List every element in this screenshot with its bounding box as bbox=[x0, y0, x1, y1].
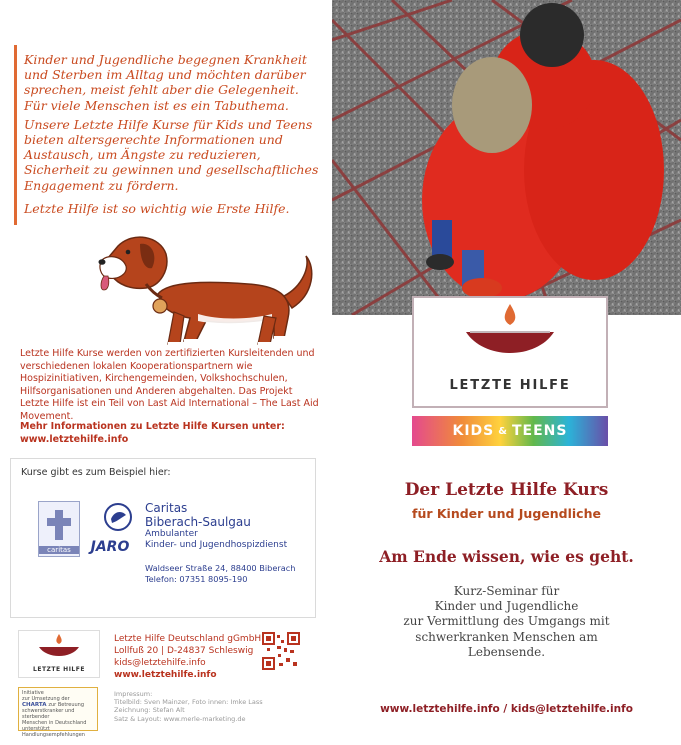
intro-paragraph-2: Unsere Letzte Hilfe Kurse für Kids und Teens bieten altersgerechte Informationen und Austausch, um Ängste zu reduzieren, Sicherheit zu gewinnen und gesellschaftliches Engagement zu fördern. bbox=[24, 116, 319, 193]
partner-street: Waldseer Straße 24, 88400 Biberach bbox=[145, 563, 296, 573]
jaro-label: JARO bbox=[90, 539, 130, 555]
contact-line[interactable]: www.letztehilfe.info / kids@letztehilfe.info bbox=[380, 703, 633, 715]
dog-tongue bbox=[101, 276, 109, 290]
left-panel bbox=[0, 0, 333, 745]
footer-org-web[interactable]: www.letztehilfe.info bbox=[114, 670, 217, 680]
brand-logo-word: LETZTE HILFE bbox=[449, 378, 571, 393]
kurs-paragraph: Letzte Hilfe Kurse werden von zertifizierten Kursleitenden und verschiedenen lokalen Kooperationspartnern wie Hospizinitiativen, Kirchengemeinden, Volkshochschulen, Hilfsorganisationen und Anderen abgehalten. Das Projekt Letzte Hilfe ist ein Teil von Last Aid International – The Last Aid Movement. bbox=[20, 348, 319, 422]
jaro-bird-icon bbox=[84, 501, 136, 535]
description-line-2: Kinder und Jugendliche bbox=[434, 599, 579, 614]
intro-paragraph-3: Letzte Hilfe ist so wichtig wie Erste Hilfe. bbox=[24, 200, 290, 216]
partner-title: Kurse gibt es zum Beispiel hier: bbox=[21, 467, 171, 478]
banner-kids: KIDS bbox=[452, 423, 495, 439]
charta-line-5: schwerstkranker und sterbender bbox=[22, 708, 75, 720]
intro-text bbox=[24, 52, 324, 220]
footer-org bbox=[114, 633, 261, 681]
charta-badge bbox=[18, 687, 98, 738]
footer-logo bbox=[18, 630, 100, 678]
brand-logo-box bbox=[412, 296, 608, 408]
dog-nose bbox=[99, 259, 106, 265]
partner-org-line-2: Biberach-Saulgau bbox=[145, 515, 251, 529]
more-info-label: Mehr Informationen zu Letzte Hilfe Kursen unter: bbox=[20, 421, 285, 432]
more-info bbox=[20, 421, 320, 446]
charta-line-7: unterstützt bbox=[22, 726, 50, 732]
charta-line-8: Handlungsempfehlungen bbox=[22, 732, 85, 738]
dog-eye bbox=[126, 250, 131, 255]
description-line-3: zur Vermittlung des Umgangs mit bbox=[403, 614, 610, 629]
partner-phone: Telefon: 07351 8095-190 bbox=[145, 574, 248, 584]
impressum-line-2: Titelbild: Sven Mainzer, Foto innen: Imke Lass bbox=[114, 698, 263, 707]
charta-line-1: Initiative bbox=[22, 690, 44, 696]
charta-line-6: Menschen in Deutschland bbox=[22, 720, 87, 726]
dog-front-leg bbox=[168, 312, 184, 344]
partner-org-info bbox=[145, 501, 287, 551]
intro-paragraph-1: Kinder und Jugendliche begegnen Krankheit und Sterben im Alltag und möchten darüber sprechen, meist fehlt aber die Gelegenheit. Für viele Menschen ist es ein Tabuthema. bbox=[24, 52, 307, 113]
partner-org-line-4: Kinder- und Jugendhospizdienst bbox=[145, 540, 288, 550]
tagline: Am Ende wissen, wie es geht. bbox=[379, 547, 634, 566]
accent-rule bbox=[14, 45, 17, 225]
cover-photo bbox=[332, 0, 681, 315]
partner-org-line-1: Caritas bbox=[145, 501, 188, 515]
partner-address bbox=[145, 563, 295, 585]
impressum-line-1: Impressum: bbox=[114, 690, 153, 698]
footer-org-email[interactable]: kids@letztehilfe.info bbox=[114, 658, 206, 668]
caritas-logo bbox=[38, 501, 80, 557]
banner-teens: TEENS bbox=[512, 423, 568, 439]
description-line-1: Kurz-Seminar für bbox=[453, 584, 560, 598]
right-panel bbox=[332, 0, 681, 745]
dog-barrel bbox=[153, 299, 167, 313]
course-description bbox=[350, 584, 663, 660]
qr-code-icon[interactable] bbox=[262, 632, 300, 670]
main-heading: Der Letzte Hilfe Kurs bbox=[404, 480, 609, 500]
lamp-icon bbox=[19, 631, 99, 661]
kurs-description bbox=[20, 348, 320, 428]
caritas-logo-label: caritas bbox=[39, 546, 79, 554]
dog-tail bbox=[284, 256, 312, 308]
more-info-link[interactable]: www.letztehilfe.info bbox=[20, 433, 129, 445]
banner-amp: & bbox=[498, 425, 508, 437]
dog-illustration bbox=[88, 226, 318, 356]
partner-org-line-3: Ambulanter bbox=[145, 529, 198, 539]
jaro-logo bbox=[84, 501, 136, 555]
kids-teens-banner bbox=[412, 416, 608, 446]
partner-box bbox=[10, 458, 316, 618]
footer-org-name: Letzte Hilfe Deutschland gGmbH bbox=[114, 634, 262, 644]
description-line-4: schwerkranken Menschen am bbox=[415, 629, 598, 644]
footer-org-address: Lollfuß 20 | D-24837 Schleswig bbox=[114, 646, 254, 656]
footer-logo-caption: LETZTE HILFE bbox=[33, 666, 85, 673]
sub-heading: für Kinder und Jugendliche bbox=[412, 506, 601, 521]
impressum bbox=[114, 690, 263, 723]
brand-lamp-icon bbox=[414, 298, 606, 378]
impressum-line-4: Satz & Layout: www.merle-marketing.de bbox=[114, 714, 246, 723]
charta-line-2: zur Umsetzung der bbox=[22, 696, 70, 702]
impressum-line-3: Zeichnung: Stefan Alt bbox=[114, 706, 185, 715]
description-line-5: Lebensende. bbox=[467, 644, 546, 659]
charta-line-3: CHARTA zur Betreuung bbox=[22, 702, 84, 708]
